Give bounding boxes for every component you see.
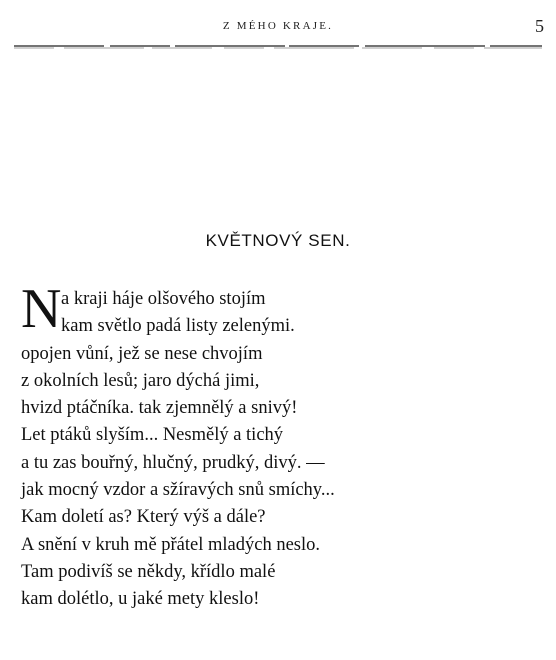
header-rule [14,44,542,50]
poem-line: Let ptáků slyším... Nesmělý a tichý [21,425,284,446]
poem-line: a tu zas bouřný, hlučný, prudký, divý. — [21,452,325,473]
poem-body [21,278,541,614]
drop-cap: N [21,278,62,340]
poem-line: kam dolétlo, u jaké mety kleslo! [21,589,260,610]
page-number: 5 [535,16,544,36]
poem-line: Kam doletí as? Který výš a dále? [21,507,266,528]
poem-line: opojen vůní, jež se nese chvojím [21,343,263,364]
running-head [0,14,556,34]
poem-line: A snění v kruh mě přátel mladých neslo. [21,534,321,555]
poem-line: a kraji háje olšového stojím [61,289,266,309]
running-title: Z MÉHO KRAJE. [222,20,334,32]
poem-line: Tam podivíš se někdy, křídlo malé [21,561,276,582]
poem-title: KVĚTNOVÝ SEN. [205,231,351,250]
poem-line: kam světlo padá listy zelenými. [61,316,295,337]
poem-line: z okolních lesů; jaro dýchá jimi, [21,370,260,391]
poem-line: jak mocný vzdor a sžíravých snů smíchy... [21,480,335,501]
poem-line: hvizd ptáčníka. tak zjemnělý a snivý! [21,398,298,419]
